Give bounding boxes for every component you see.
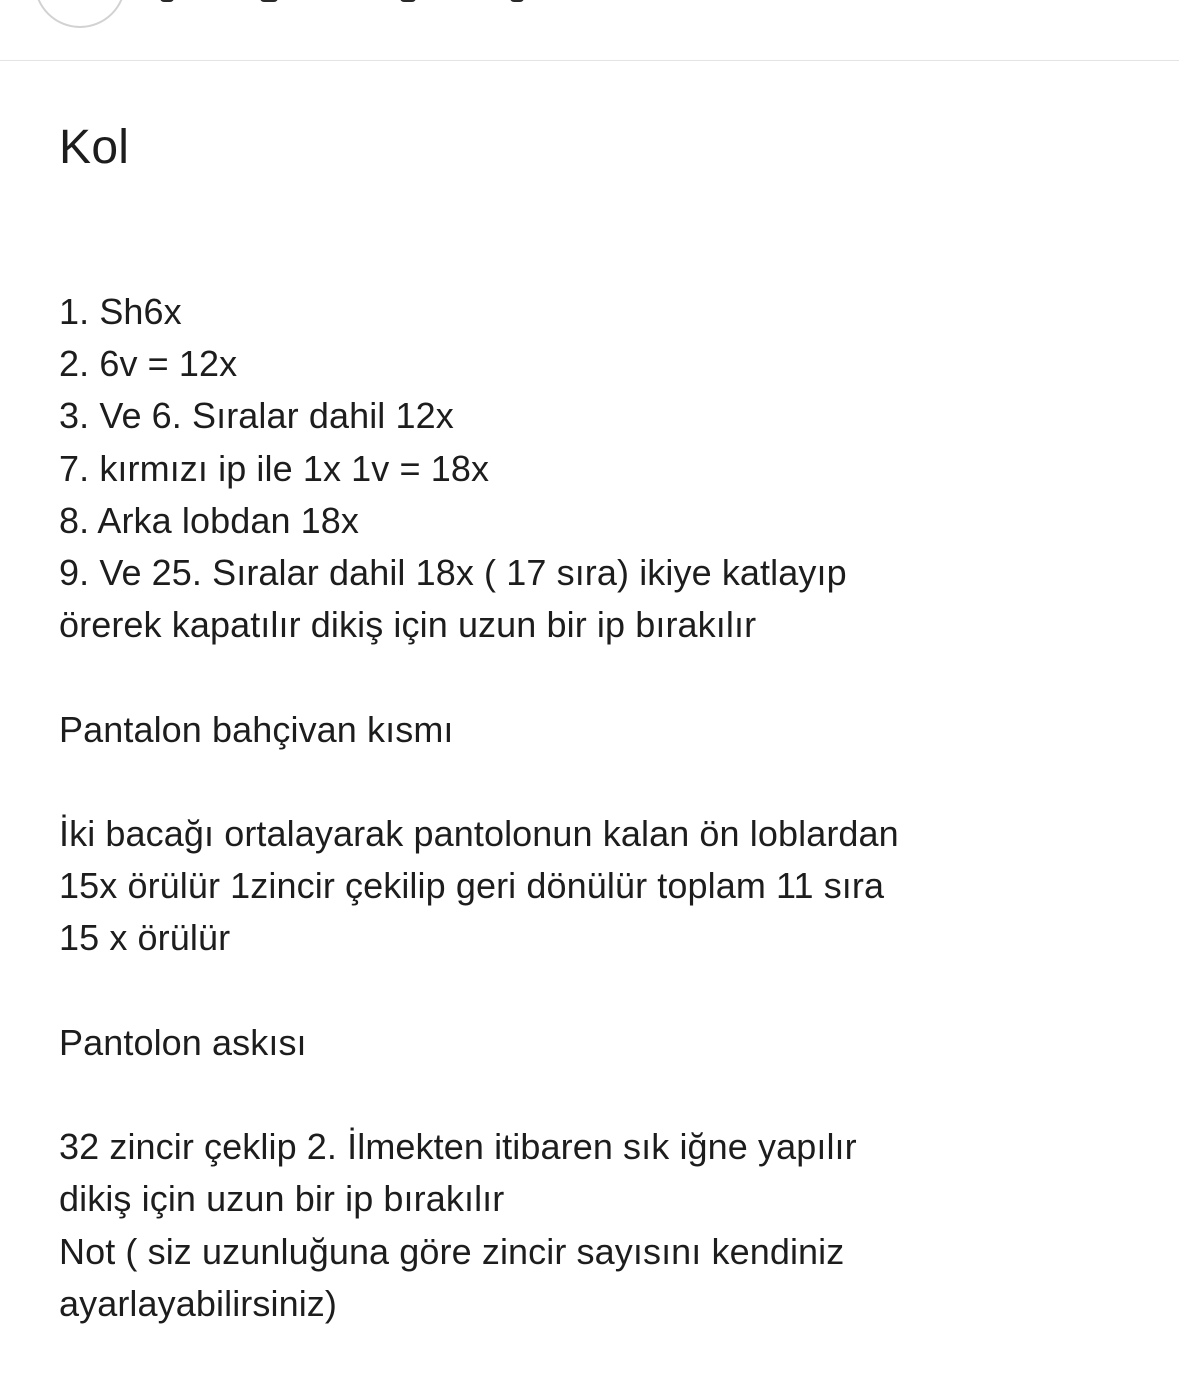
note-content [59, 116, 1149, 1330]
instruction-line: 1. Sh6x [59, 291, 182, 332]
instruction-line: 15 x örülür [59, 917, 231, 959]
instruction-line: 2. 6v = 12x [59, 343, 238, 385]
section-heading: Pantalon bahçivan kısmı [59, 708, 454, 750]
instruction-line: 15x örülür 1zincir çekilip geri dönülür toplam 11 sıra [59, 865, 885, 907]
note-body [59, 286, 1149, 1330]
instruction-line: örerek kapatılır dikiş için uzun bir ip bırakılır [59, 604, 757, 646]
instruction-line: Not ( siz uzunluğuna göre zincir sayısını kendiniz [59, 1230, 845, 1272]
instruction-line: 3. Ve 6. Sıralar dahil 12x [59, 395, 454, 437]
cropped-header-text [150, 0, 530, 4]
section-heading: Pantolon askısı [59, 1021, 307, 1063]
blank-line [59, 756, 1149, 808]
instruction-line: dikiş için uzun bir ip bırakılır [59, 1178, 505, 1220]
instruction-line: 32 zincir çeklip 2. İlmekten itibaren sık iğne yapılır [59, 1126, 857, 1168]
instruction-line: ayarlayabilirsiniz) [59, 1282, 337, 1324]
instruction-line: 7. kırmızı ip ile 1x 1v = 18x [59, 447, 490, 489]
instruction-line: 8. Arka lobdan 18x [59, 499, 360, 541]
post-header [0, 0, 1179, 61]
instruction-line: 9. Ve 25. Sıralar dahil 18x ( 17 sıra) ikiye katlayıp [59, 552, 847, 594]
blank-line [59, 1069, 1149, 1121]
note-title: Kol [59, 121, 130, 174]
blank-line [59, 651, 1149, 703]
instruction-line: İki bacağı ortalayarak pantolonun kalan ön loblardan [59, 813, 899, 854]
avatar[interactable] [34, 0, 126, 28]
blank-line [59, 965, 1149, 1017]
